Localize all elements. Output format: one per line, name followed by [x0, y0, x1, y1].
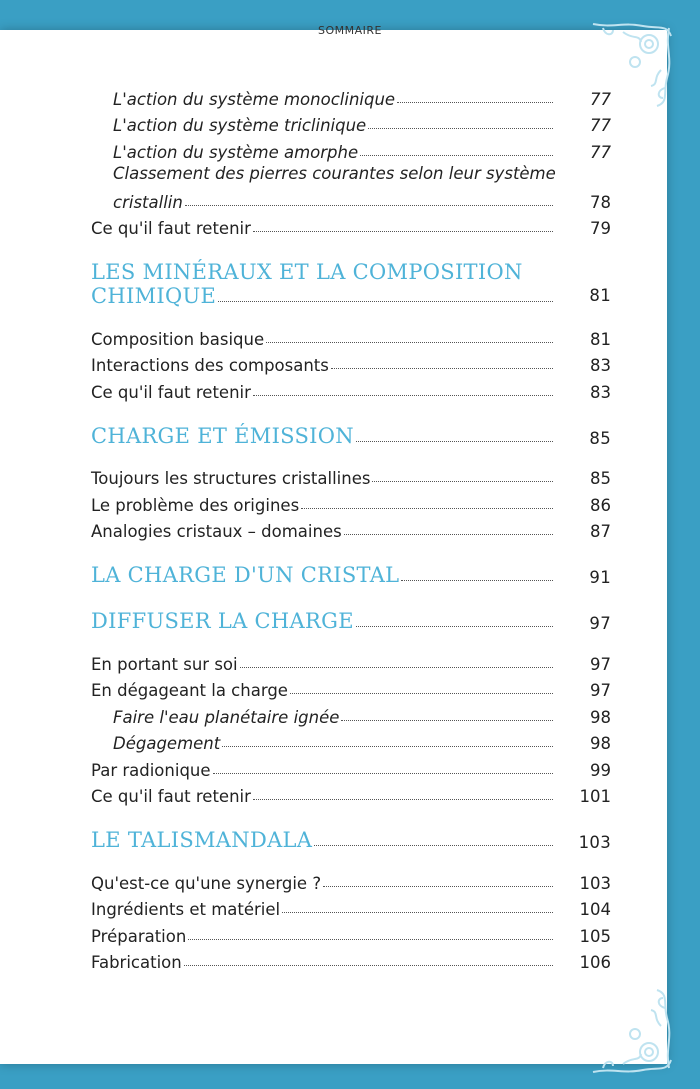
toc-entry-label: En dégageant la charge [91, 681, 288, 700]
toc-entry[interactable] [91, 462, 611, 489]
dot-leader [218, 301, 553, 302]
dot-leader [323, 885, 553, 887]
toc-page-number: 101 [579, 787, 611, 806]
chapter-page-number: 85 [589, 428, 611, 448]
dot-leader [331, 367, 553, 369]
toc-entry[interactable] [91, 322, 611, 349]
chapter-title-continued: CHIMIQUE [91, 284, 217, 308]
dot-leader [356, 626, 553, 627]
dot-leader [290, 692, 553, 694]
dot-leader [397, 101, 553, 103]
toc-entry-label: Interactions des composants [91, 356, 329, 375]
toc-page-number: 87 [590, 522, 611, 541]
dot-leader [356, 441, 553, 442]
dot-leader [188, 938, 553, 940]
toc-entry-label: Classement des pierres courantes selon leur système [113, 163, 556, 183]
chapter-heading[interactable] [91, 609, 611, 633]
dot-leader [253, 798, 553, 800]
toc-entry[interactable] [91, 515, 611, 542]
dot-leader [184, 964, 553, 966]
dot-leader [372, 480, 553, 482]
toc-entry[interactable] [91, 946, 611, 973]
toc-entry[interactable] [91, 135, 611, 162]
running-title: SOMMAIRE [318, 24, 382, 37]
toc-entry-label: Ce qu'il faut retenir [91, 787, 251, 806]
dot-leader [368, 127, 553, 129]
chapter-heading[interactable] [91, 260, 611, 308]
toc-entry[interactable] [91, 162, 611, 212]
toc-entry-label: Qu'est-ce qu'une synergie ? [91, 873, 322, 893]
toc-entry[interactable] [91, 647, 611, 674]
toc-entry[interactable] [91, 109, 611, 136]
dot-leader [301, 507, 553, 509]
toc-entry-label-continued: cristallin [113, 192, 183, 212]
dot-leader [185, 204, 553, 206]
toc-entry[interactable] [91, 866, 611, 893]
toc-entry[interactable] [91, 212, 611, 239]
chapter-page-number: 91 [589, 568, 611, 587]
toc-page-number: 79 [590, 219, 611, 238]
toc-entry-label: Ingrédients et matériel [91, 900, 281, 919]
toc-entry-label: Faire l'eau planétaire ignée [113, 707, 340, 727]
toc-entry-label: Analogies cristaux – domaines [91, 522, 342, 541]
chapter-title: LES MINÉRAUX ET LA COMPOSITION [91, 260, 523, 284]
dot-leader [341, 719, 553, 721]
toc-entry[interactable] [91, 349, 611, 376]
toc-page-number: 98 [590, 734, 611, 753]
toc-entry-label: Le problème des origines [91, 495, 300, 515]
chapter-page-number: 97 [589, 614, 611, 633]
dot-leader [266, 341, 553, 343]
dot-leader [401, 580, 553, 581]
toc-entry-label: L'action du système amorphe [113, 142, 359, 162]
toc-page-number: 86 [590, 495, 611, 515]
toc-entry-label: En portant sur soi [91, 654, 238, 674]
dot-leader [344, 533, 553, 535]
toc-page-number: 99 [590, 760, 611, 780]
chapter-page-number: 81 [589, 286, 611, 305]
chapter-title: LA CHARGE D'UN CRISTAL [91, 563, 400, 587]
toc-entry[interactable] [91, 488, 611, 515]
chapter-heading[interactable] [91, 424, 611, 448]
toc-entry-label: L'action du système triclinique [113, 116, 367, 135]
toc-entry-label: Fabrication [91, 953, 182, 972]
dot-leader [240, 666, 553, 668]
chapter-heading[interactable] [91, 828, 611, 852]
toc-page-number: 77 [590, 89, 611, 109]
chapter-heading[interactable] [91, 563, 611, 587]
toc-entry[interactable] [91, 780, 611, 807]
toc-page-number: 85 [590, 469, 611, 488]
toc-page-number: 83 [590, 382, 611, 402]
dot-leader [360, 154, 553, 156]
toc-page-number: 97 [590, 681, 611, 700]
toc-page-number: 104 [579, 900, 611, 919]
toc-entry[interactable] [91, 919, 611, 946]
toc-page-number: 106 [579, 953, 611, 972]
chapter-title: CHARGE ET ÉMISSION [91, 423, 354, 448]
toc-page-number: 105 [579, 926, 611, 946]
toc-entry[interactable] [91, 893, 611, 920]
toc-page-number: 83 [590, 356, 611, 375]
chapter-title: DIFFUSER LA CHARGE [91, 609, 354, 633]
toc-entry-label: Préparation [91, 926, 187, 946]
toc-entry-label: Par radionique [91, 760, 211, 780]
dot-leader [222, 745, 553, 747]
chapter-page-number: 103 [578, 833, 611, 852]
toc-entry-label: Dégagement [113, 734, 221, 753]
toc-entry-label: L'action du système monoclinique [113, 89, 396, 109]
toc-entry[interactable] [91, 375, 611, 402]
toc-page-number: 98 [590, 707, 611, 727]
dot-leader [282, 911, 553, 913]
toc-page-number: 78 [590, 192, 611, 212]
dot-leader [253, 230, 553, 232]
toc-entry-label: Ce qu'il faut retenir [91, 219, 251, 238]
dot-leader [253, 394, 553, 396]
toc-entry[interactable] [91, 82, 611, 109]
toc-entry-label: Ce qu'il faut retenir [91, 382, 251, 402]
toc-page-number: 81 [590, 329, 611, 349]
toc-page-number: 97 [590, 654, 611, 674]
toc-page-number: 77 [590, 116, 611, 135]
chapter-title: LE TALISMANDALA [91, 828, 313, 852]
toc-page-number: 77 [590, 142, 611, 162]
toc-entry[interactable] [91, 727, 611, 754]
dot-leader [213, 772, 553, 774]
toc-entry[interactable] [91, 753, 611, 780]
toc-entry[interactable] [91, 674, 611, 701]
dot-leader [314, 845, 553, 846]
toc-entry-label: Toujours les structures cristallines [91, 469, 371, 488]
toc-entry[interactable] [91, 700, 611, 727]
table-of-contents [91, 82, 611, 972]
corner-ornament-icon [583, 986, 675, 1078]
toc-entry-label: Composition basique [91, 329, 265, 349]
toc-page-number: 103 [579, 873, 611, 893]
